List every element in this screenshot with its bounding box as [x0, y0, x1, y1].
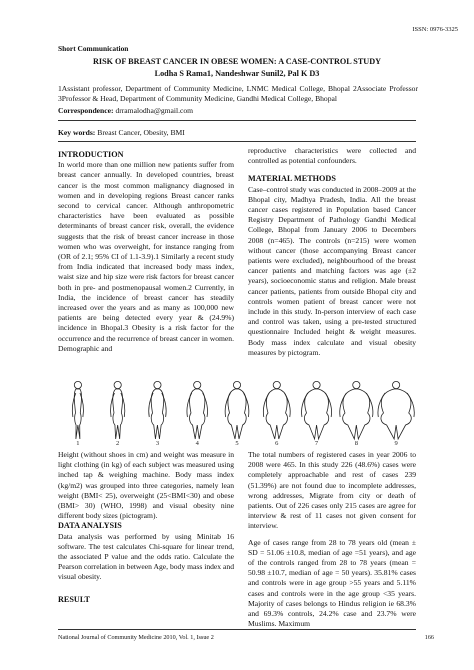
analysis-heading: DATA ANALYSIS	[58, 521, 122, 531]
correspondence-label: Correspondence:	[58, 106, 114, 115]
figure-label: 6	[275, 440, 279, 445]
keywords	[58, 128, 185, 137]
divider	[58, 120, 416, 121]
page-number: 166	[424, 634, 434, 641]
pictogram-svg	[58, 379, 416, 445]
correspondence	[58, 106, 193, 115]
figure-label: 7	[314, 440, 319, 445]
figure-head	[194, 381, 201, 388]
figure-body	[304, 389, 328, 439]
authors: Lodha S Rama1, Nandeshwar Sunil2, Pal K D3	[154, 69, 320, 78]
figure-head	[353, 381, 360, 388]
right-column-top	[248, 146, 416, 358]
figure-body	[343, 389, 370, 439]
divider	[58, 141, 416, 142]
figure-body	[266, 389, 287, 439]
methods-heading: MATERIAL METHODS	[248, 174, 336, 184]
intro-text: In world more than one million new patients suffer from breast cancer annually. In developed countries, breast cancer is the most common malignancy diagnosed in women and in developing regions Breast cancer ranks second to cervical cancer. Although anthropometric characteristics have been evaluated as possible determinants of breast cancer risk, overall, the evidence suggests that the risk of breast cancer increase in those women who was overweight, for instance ranging from (OR of 2.1; 95% CI of 1.1-3.9).1 Similarly a recent study from India indicated that increased body mass index, waist size and hip size were risk factors for breast cancer both in pre- and postmenopausal women.2 Currently, in India, the incidence of breast cancer has steadily increased over the years and as many as 100,000 new patients are being detected every year & (24.9%) incidence in Bhopal.3 Obesity is a risk factor for the occurrence and the recurrence of breast cancer in women. Demographic and	[58, 160, 234, 353]
left-column-bottom	[58, 450, 234, 605]
figure-head	[273, 381, 280, 388]
correspondence-email[interactable]: drramalodha@gmail.com	[115, 106, 194, 115]
keywords-label: Key words:	[58, 128, 96, 137]
figure-head	[313, 381, 320, 388]
figure-body	[151, 389, 164, 439]
figure-head	[233, 381, 240, 388]
issn: ISSN: 0976-3325	[412, 26, 458, 33]
figure-body	[74, 389, 81, 439]
figure-body	[228, 389, 246, 439]
figure-body	[381, 389, 411, 439]
figure-head	[154, 381, 161, 388]
article-type: Short Communication	[58, 44, 129, 53]
figure-label: 2	[116, 440, 120, 445]
figure-body	[190, 389, 205, 439]
body-size-pictogram	[58, 379, 416, 445]
affiliations: 1Assistant professor, Department of Community Medicine, LNMC Medical College, Bhopal 2Associate Professor 3Professor & Head, Department of Community Medicine, Gandhi Medical College, Bhopal	[58, 84, 418, 104]
figure-label: 5	[235, 440, 239, 445]
analysis-text: Data analysis was performed by using Minitab 16 software. The test calculates Chi-square for linear trend, the associated P value and the odds ratio. Calculate the Pearson correlation in between Age, body mass index and visual obesity.	[58, 531, 234, 582]
right-column-bottom	[248, 450, 416, 629]
cases-text: The total numbers of registered cases in year 2006 to 2008 were 465. In this study 226 (48.6%) cases were completely approachable and rest of cases 239 (51.39%) are not found due to incomplete addresses, wrong addresses, Migrate from city or death of patients. Out of 226 cases only 215 cases are agree for interview & rest of 11 cases not given consent for interview.	[248, 450, 416, 531]
figure-body	[113, 389, 123, 439]
figure-head	[114, 381, 121, 388]
figure-label: 4	[195, 440, 199, 445]
figure-head	[393, 381, 400, 388]
footer-journal: National Journal of Community Medicine 2010, Vol. 1, Issue 2	[58, 634, 214, 641]
figure-label: 8	[354, 440, 358, 445]
intro-heading: INTRODUCTION	[58, 150, 124, 159]
paper-title: RISK OF BREAST CANCER IN OBESE WOMEN: A CASE-CONTROL STUDY	[92, 57, 382, 66]
figure-label: 9	[394, 440, 398, 445]
result-heading: RESULT	[58, 594, 91, 604]
methods-text: Case–control study was conducted in 2008–2009 at the Bhopal city, Madhya Pradesh, India. All the breast cancer cases registered in Population based Cancer Registry Department of Pathology Gandhi Medical College, Bhopal from January 2006 to Decembers 2008 (n=465). The controls (n=215) were women without cancer (those accompanying Breast cancer patients were excluded), neighbourhood of the breast cancer patients and matching factors was age (±2 years), socioeconomic status and religion. Male breast cancer patients, patients from outside Bhopal city and controls women patient of breast cancer were not include in this study. In-person interview of each case and control was taken, using a pre-tested structured questionnaire Included height & weight measures. Body mass index calculate and visual obesity measures by pictogram.	[248, 184, 416, 357]
figure-label: 1	[76, 440, 80, 445]
keywords-text: Breast Cancer, Obesity, BMI	[97, 128, 185, 137]
figure-label: 3	[155, 440, 160, 445]
left-column-top	[58, 150, 234, 354]
right-top-text: reproductive characteristics were collected and controlled as potential confounders.	[248, 146, 416, 166]
footer-divider	[58, 629, 416, 630]
measurement-text: Height (without shoes in cm) and weight was measure in light clothing (in kg) of each subject was measured using inched tap & weighing machine. Body mass index (kg/m2) was grouped into three categories, namely lean weight (BMI< 25), overweight (25<BMI<30) and obese (BMI> 30) (WHO, 1998) and visual obesity nine different body sizes (pictogram).	[58, 450, 234, 521]
figure-head	[74, 381, 81, 388]
age-text: Age of cases range from 28 to 78 years old (mean ± SD = 51.06 ±10.8, median of age =51 years), and age of the controls ranged from 28 to 78 years (mean = 50.98 ±10.7, median of age = 50 years). 35.81% cases and controls were in age group >55 years and 5.11% cases and controls were in the age group <35 years. Majority of cases belongs to Hindus religion ie 68.3% and 69.3% controls, 24.2% case and 23.7% were Muslims. Maximum	[248, 537, 416, 629]
